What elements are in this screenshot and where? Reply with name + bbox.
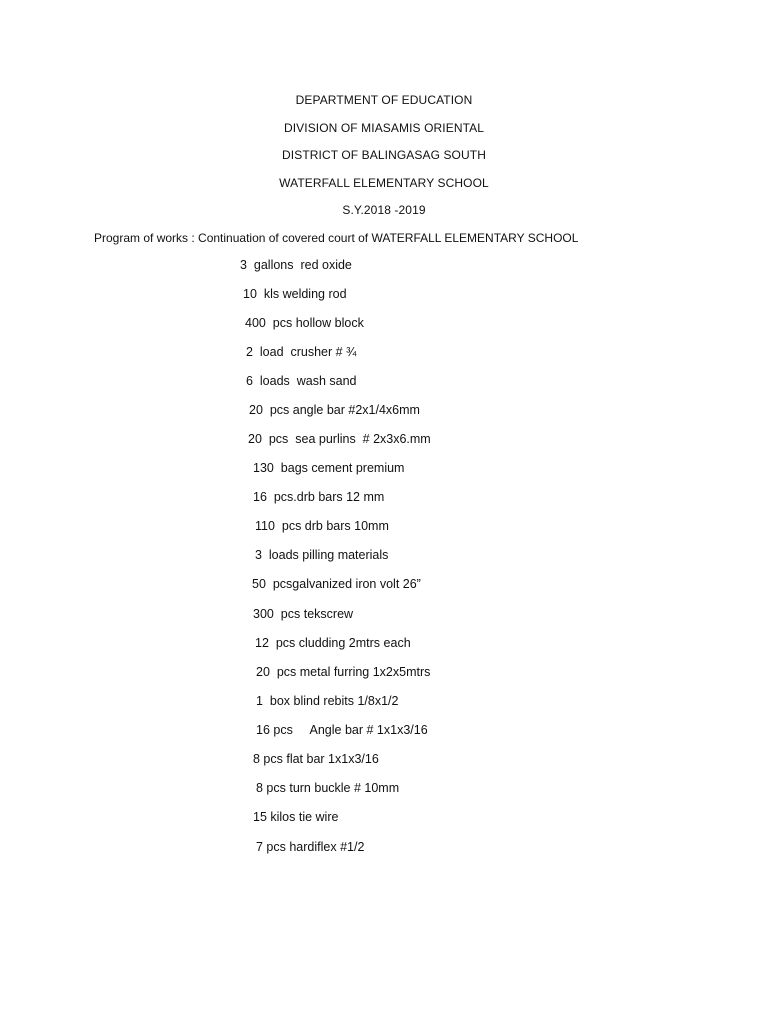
material-item: 20 pcs sea purlins # 2x3x6.mm: [248, 432, 431, 446]
header-division: DIVISION OF MIASAMIS ORIENTAL: [283, 121, 485, 135]
material-item: 3 gallons red oxide: [240, 258, 352, 272]
material-item: 2 load crusher # ¾: [246, 345, 357, 359]
material-item: 7 pcs hardiflex #1/2: [256, 840, 365, 854]
material-item: 6 loads wash sand: [246, 374, 357, 388]
material-item: 130 bags cement premium: [253, 461, 405, 475]
material-item: 50 pcsgalvanized iron volt 26”: [252, 577, 421, 591]
material-item: 300 pcs tekscrew: [253, 607, 354, 621]
header-district: DISTRICT OF BALINGASAG SOUTH: [282, 148, 486, 162]
material-item: 20 pcs angle bar #2x1/4x6mm: [249, 403, 420, 417]
material-item: 20 pcs metal furring 1x2x5mtrs: [256, 665, 431, 679]
material-item: 110 pcs drb bars 10mm: [255, 519, 389, 533]
material-item: 15 kilos tie wire: [253, 810, 339, 824]
material-item: 8 pcs flat bar 1x1x3/16: [253, 752, 379, 766]
header-department: DEPARTMENT OF EDUCATION: [295, 93, 473, 107]
material-item: 8 pcs turn buckle # 10mm: [256, 781, 400, 795]
material-item: 10 kls welding rod: [243, 287, 347, 301]
material-item: 3 loads pilling materials: [255, 548, 389, 562]
material-item: 400 pcs hollow block: [245, 316, 364, 330]
material-item: 12 pcs cludding 2mtrs each: [255, 636, 411, 650]
material-item: 1 box blind rebits 1/8x1/2: [256, 694, 399, 708]
header-school: WATERFALL ELEMENTARY SCHOOL: [279, 176, 489, 190]
header-school-year: S.Y.2018 -2019: [342, 203, 426, 217]
material-item: 16 pcs Angle bar # 1x1x3/16: [256, 723, 428, 737]
material-item: 16 pcs.drb bars 12 mm: [253, 490, 385, 504]
program-of-works: Program of works : Continuation of covered court of WATERFALL ELEMENTARY SCHOOL: [94, 231, 579, 245]
